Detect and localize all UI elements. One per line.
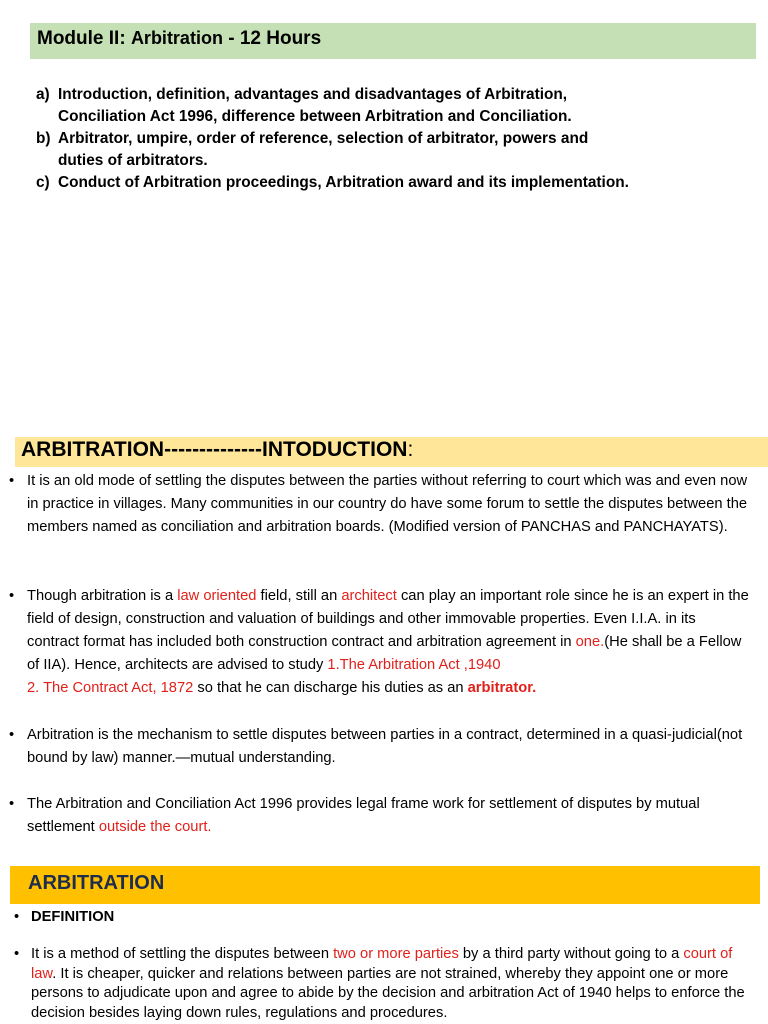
definition-label-text: DEFINITION: [31, 909, 115, 925]
topic-tag: c): [36, 174, 50, 191]
topic-line: duties of arbitrators.: [58, 152, 208, 169]
definition-bullets: [14, 945, 759, 1023]
paragraph-text: . It is cheaper, quicker and relations between parties are not strained, whereby they appoint one or more persons to adjudicate upon and agree to abide by the decision and arbitration Act of 1940 helps to enforce the decision besides laying down rules, regulations and procedures.: [31, 965, 745, 1021]
paragraph-text: Though arbitration is a: [27, 588, 178, 604]
highlight-text-bold: arbitrator.: [467, 680, 537, 696]
paragraph-text: so that he can discharge his duties as an: [193, 680, 468, 696]
intro-bullets: [9, 470, 749, 539]
intro-bullets: [9, 793, 749, 839]
topic-line: Conciliation Act 1996, difference between Arbitration and Conciliation.: [58, 108, 572, 125]
paragraph-text: by a third party without going to a: [458, 946, 684, 962]
intro-bullets: [9, 724, 749, 770]
paragraph-text: Arbitration is the mechanism to settle disputes between parties in a contract, determined in a quasi-judicial(not bound by law) manner.—mutual understanding.: [27, 727, 743, 766]
intro-title-colon: :: [407, 438, 414, 461]
topic-line: Conduct of Arbitration proceedings, Arbitration award and its implementation.: [58, 174, 629, 191]
intro-paragraph-4: [9, 793, 749, 839]
module-separator: -: [222, 28, 240, 49]
paragraph-text: The Arbitration and Conciliation Act 1996 provides legal frame work for settlement of disputes by mutual settlement: [27, 796, 700, 835]
bullet-icon: •: [9, 796, 15, 812]
highlight-text: architect: [341, 588, 397, 604]
topic-line: Introduction, definition, advantages and disadvantages of Arbitration,: [58, 86, 568, 103]
module-label: Module II:: [37, 28, 131, 49]
definition-label: [14, 906, 114, 928]
intro-header: [15, 437, 768, 467]
module-title: [37, 28, 321, 50]
highlight-text: 2. The Contract Act, 1872: [27, 680, 194, 696]
topic-line: Arbitrator, umpire, order of reference, selection of arbitrator, powers and: [58, 130, 589, 147]
bullet-icon: •: [9, 473, 15, 489]
intro-title-text: ARBITRATION--------------INTODUCTION: [21, 438, 408, 461]
module-topic: Arbitration: [130, 28, 223, 48]
bullet-icon: •: [9, 727, 15, 743]
paragraph-text: It is an old mode of settling the disputes between the parties without referring to court which was and even now in practice in villages. Many communities in our country do have some forum to settle the disputes between the members named as conciliation and arbitration boards. (Modified version of PANCHAS and PANCHAYATS).: [27, 473, 748, 535]
topic-list: [36, 84, 756, 194]
arbitration-title: ARBITRATION: [28, 872, 165, 894]
intro-paragraph-2: [9, 585, 749, 700]
highlight-text: law oriented: [177, 588, 257, 604]
highlight-text: two or more parties: [333, 946, 459, 962]
topic-item: [36, 84, 756, 128]
topic-tag: a): [36, 86, 50, 103]
topic-item: [36, 128, 756, 172]
intro-paragraph-1: [9, 470, 749, 539]
paragraph-text: It is a method of settling the disputes between: [31, 946, 334, 962]
intro-bullets: [9, 585, 749, 700]
topic-item: [36, 172, 756, 194]
highlight-text: court of law: [31, 946, 733, 982]
highlight-text: 1.The Arbitration Act ,1940: [327, 657, 501, 673]
paragraph-text: (He shall be a Fellow of IIA). Hence, architects are advised to study: [27, 634, 742, 673]
topic-tag: b): [36, 130, 51, 147]
bullet-icon: •: [9, 588, 15, 604]
definition-paragraph: [14, 945, 759, 1023]
module-hours: 12 Hours: [239, 28, 322, 49]
paragraph-text: can play an important role since he is an expert in the field of design, construction and valuation of buildings and other immovable properties. Even I.I.A. in its contract format has included both construction contract and arbitration agreement in: [27, 588, 749, 650]
bullet-icon: •: [14, 909, 20, 925]
paragraph-text: field, still an: [256, 588, 342, 604]
highlight-text: outside the court.: [98, 819, 212, 835]
intro-title: [21, 438, 413, 462]
intro-paragraph-3: [9, 724, 749, 770]
module-header: [30, 23, 756, 59]
bullet-icon: •: [14, 946, 20, 962]
highlight-text: one.: [575, 634, 605, 650]
arbitration-header: [10, 866, 760, 904]
